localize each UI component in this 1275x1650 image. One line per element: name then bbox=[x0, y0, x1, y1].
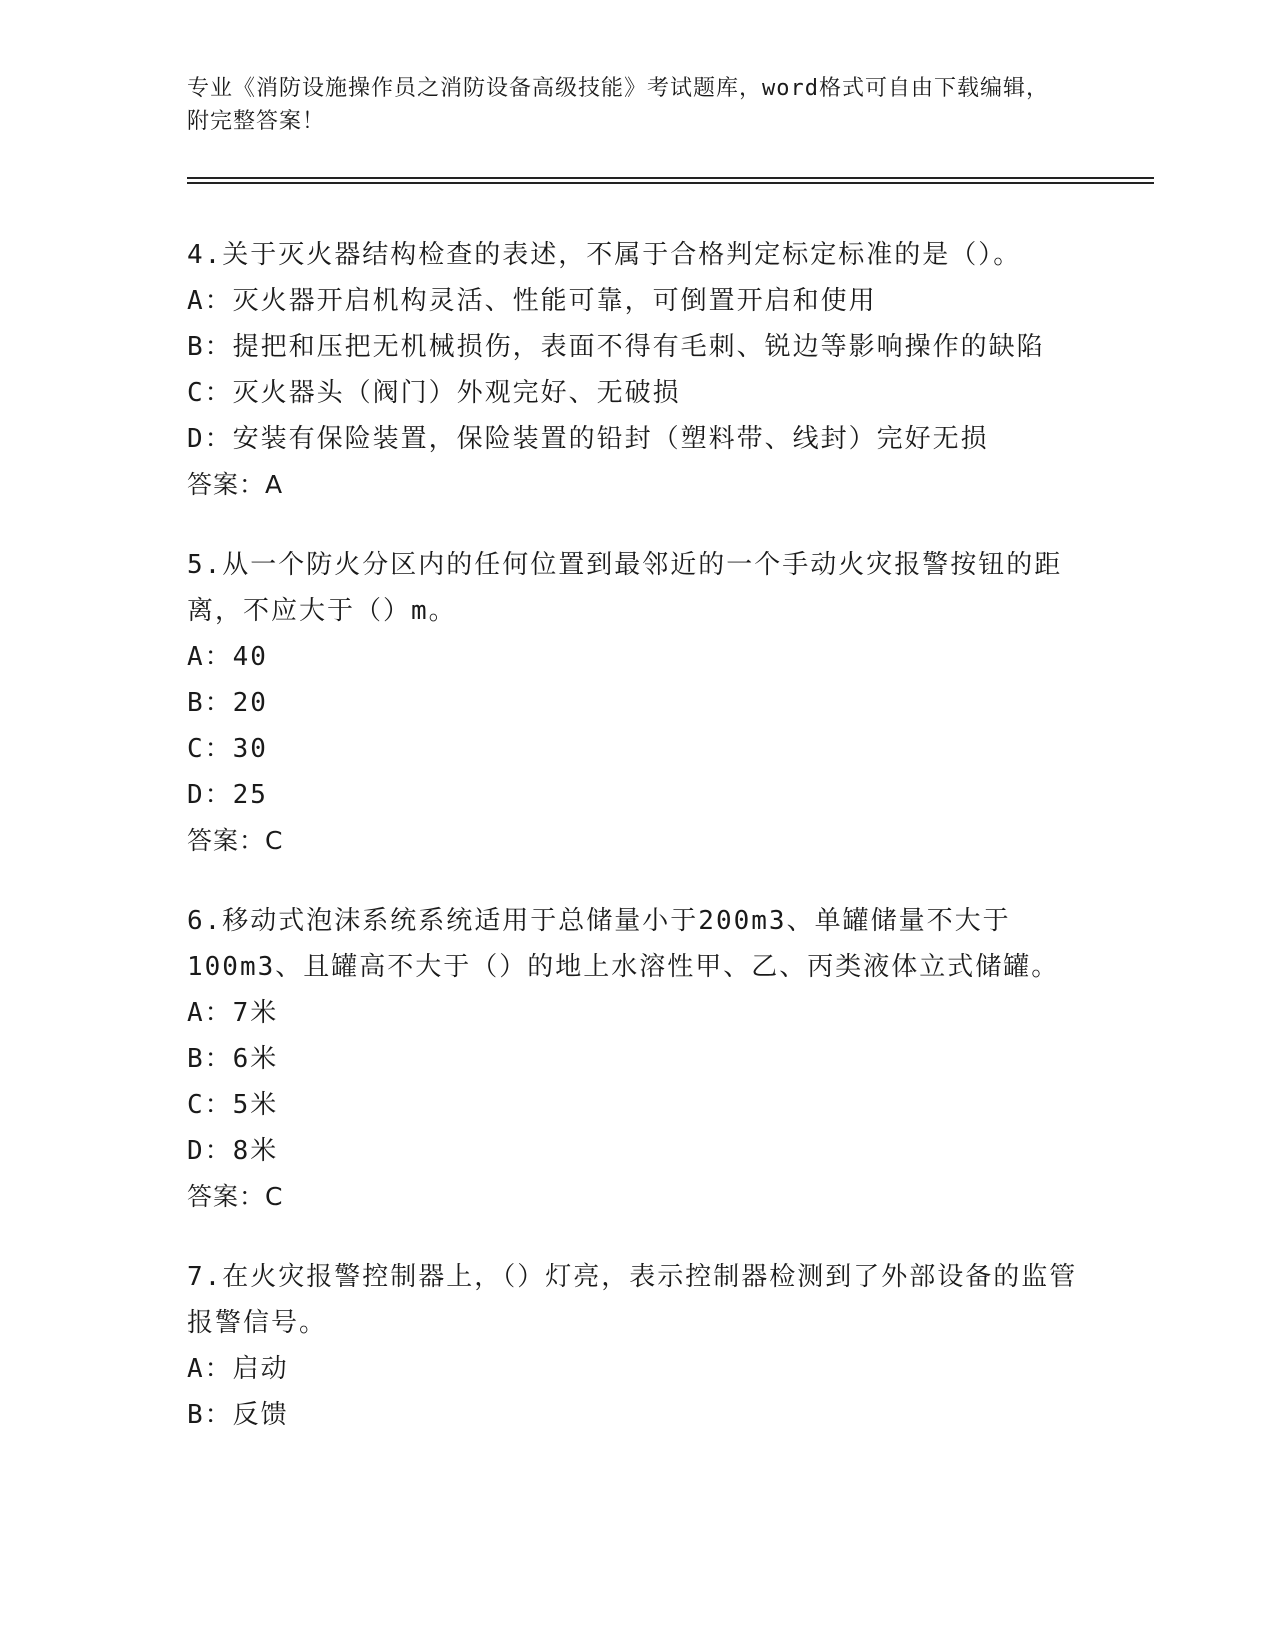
option-d: D：25 bbox=[187, 780, 268, 810]
header-text: 专业《消防设施操作员之消防设备高级技能》考试题库，word格式可自由下载编辑，附完整答案！ bbox=[187, 76, 1049, 134]
question-7 bbox=[187, 1254, 1087, 1438]
option-c: C：5米 bbox=[187, 1090, 279, 1120]
question-5 bbox=[187, 542, 1087, 864]
question-stem: 5.从一个防火分区内的任何位置到最邻近的一个手动火灾报警按钮的距离，不应大于（）m。 bbox=[187, 550, 1063, 626]
answer-line: 答案：C bbox=[187, 1182, 284, 1211]
option-b: B：20 bbox=[187, 688, 268, 718]
option-c: C：灭火器头（阀门）外观完好、无破损 bbox=[187, 378, 681, 408]
option-b: B：反馈 bbox=[187, 1400, 289, 1430]
header-divider-top bbox=[187, 177, 1154, 179]
document-header bbox=[187, 72, 1067, 138]
option-d: D：8米 bbox=[187, 1136, 279, 1166]
option-b: B：提把和压把无机械损伤，表面不得有毛刺、锐边等影响操作的缺陷 bbox=[187, 332, 1045, 362]
question-stem: 4.关于灭火器结构检查的表述，不属于合格判定标定标准的是（）。 bbox=[187, 240, 1022, 270]
question-stem: 6.移动式泡沫系统系统适用于总储量小于200m3、单罐储量不大于100m3、且罐高不大于（）的地上水溶性甲、乙、丙类液体立式储罐。 bbox=[187, 906, 1060, 982]
answer-line: 答案：C bbox=[187, 826, 284, 855]
option-d: D：安装有保险装置，保险装置的铅封（塑料带、线封）完好无损 bbox=[187, 424, 989, 454]
question-stem: 7.在火灾报警控制器上，（）灯亮，表示控制器检测到了外部设备的监管报警信号。 bbox=[187, 1262, 1078, 1338]
header-divider-bottom bbox=[187, 182, 1154, 184]
option-a: A：7米 bbox=[187, 998, 279, 1028]
option-a: A：40 bbox=[187, 642, 268, 672]
answer-line: 答案：A bbox=[187, 470, 284, 499]
option-c: C：30 bbox=[187, 734, 268, 764]
option-b: B：6米 bbox=[187, 1044, 279, 1074]
option-a: A：启动 bbox=[187, 1354, 289, 1384]
question-list bbox=[187, 232, 1087, 1472]
option-a: A：灭火器开启机构灵活、性能可靠，可倒置开启和使用 bbox=[187, 286, 877, 316]
question-4 bbox=[187, 232, 1087, 508]
question-6 bbox=[187, 898, 1087, 1220]
